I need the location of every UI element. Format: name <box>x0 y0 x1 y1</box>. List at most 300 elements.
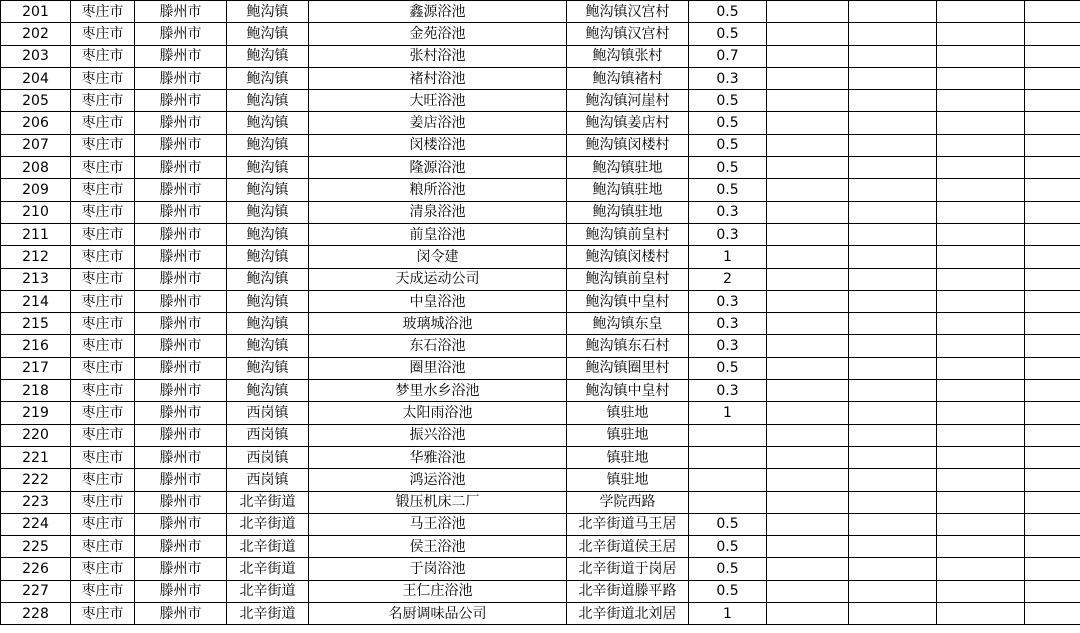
table-row <box>1 1 1080 23</box>
empty-cell <box>767 157 849 179</box>
town-cell: 西岗镇 <box>227 469 309 491</box>
empty-cell <box>767 402 849 424</box>
value-cell: 0.5 <box>689 157 767 179</box>
name-cell: 梦里水乡浴池 <box>309 380 567 402</box>
value-cell: 1 <box>689 603 767 625</box>
value-cell: 0.5 <box>689 580 767 602</box>
empty-cell <box>937 313 1025 335</box>
county-cell: 滕州市 <box>135 424 227 446</box>
table-row <box>1 112 1080 134</box>
address-cell: 鲍沟镇汉宫村 <box>567 23 689 45</box>
empty-cell <box>767 380 849 402</box>
empty-cell <box>849 491 937 513</box>
town-cell: 北辛街道 <box>227 513 309 535</box>
name-cell: 圈里浴池 <box>309 357 567 379</box>
empty-cell <box>1025 157 1080 179</box>
empty-cell <box>1025 469 1080 491</box>
empty-cell <box>937 335 1025 357</box>
value-cell <box>689 424 767 446</box>
value-cell: 0.5 <box>689 513 767 535</box>
value-cell <box>689 491 767 513</box>
table-row <box>1 536 1080 558</box>
town-cell: 鲍沟镇 <box>227 1 309 23</box>
row-number-cell: 212 <box>1 246 71 268</box>
address-cell: 鲍沟镇东石村 <box>567 335 689 357</box>
empty-cell <box>767 112 849 134</box>
value-cell: 0.5 <box>689 179 767 201</box>
value-cell: 0.7 <box>689 45 767 67</box>
empty-cell <box>767 246 849 268</box>
empty-cell <box>1025 23 1080 45</box>
city-cell: 枣庄市 <box>71 134 135 156</box>
empty-cell <box>849 536 937 558</box>
empty-cell <box>1025 223 1080 245</box>
city-cell: 枣庄市 <box>71 536 135 558</box>
row-number-cell: 225 <box>1 536 71 558</box>
address-cell: 鲍沟镇东皇 <box>567 313 689 335</box>
table-row <box>1 380 1080 402</box>
address-cell: 镇驻地 <box>567 469 689 491</box>
empty-cell <box>937 469 1025 491</box>
table-row <box>1 157 1080 179</box>
empty-cell <box>1025 313 1080 335</box>
empty-cell <box>1025 580 1080 602</box>
town-cell: 鲍沟镇 <box>227 201 309 223</box>
empty-cell <box>937 90 1025 112</box>
empty-cell <box>1025 558 1080 580</box>
table-row <box>1 45 1080 67</box>
city-cell: 枣庄市 <box>71 1 135 23</box>
empty-cell <box>767 134 849 156</box>
empty-cell <box>849 335 937 357</box>
row-number-cell: 203 <box>1 45 71 67</box>
table-row <box>1 223 1080 245</box>
table-row <box>1 290 1080 312</box>
address-cell: 鲍沟镇驻地 <box>567 179 689 201</box>
city-cell: 枣庄市 <box>71 223 135 245</box>
empty-cell <box>767 223 849 245</box>
empty-cell <box>937 179 1025 201</box>
town-cell: 鲍沟镇 <box>227 134 309 156</box>
address-cell: 学院西路 <box>567 491 689 513</box>
value-cell: 0.5 <box>689 134 767 156</box>
town-cell: 鲍沟镇 <box>227 313 309 335</box>
value-cell: 1 <box>689 402 767 424</box>
town-cell: 鲍沟镇 <box>227 45 309 67</box>
empty-cell <box>767 268 849 290</box>
town-cell: 北辛街道 <box>227 580 309 602</box>
county-cell: 滕州市 <box>135 380 227 402</box>
empty-cell <box>937 112 1025 134</box>
empty-cell <box>937 580 1025 602</box>
county-cell: 滕州市 <box>135 558 227 580</box>
county-cell: 滕州市 <box>135 491 227 513</box>
empty-cell <box>1025 380 1080 402</box>
table-row <box>1 179 1080 201</box>
row-number-cell: 224 <box>1 513 71 535</box>
row-number-cell: 222 <box>1 469 71 491</box>
empty-cell <box>767 424 849 446</box>
city-cell: 枣庄市 <box>71 513 135 535</box>
table-row <box>1 201 1080 223</box>
empty-cell <box>767 558 849 580</box>
county-cell: 滕州市 <box>135 223 227 245</box>
town-cell: 鲍沟镇 <box>227 67 309 89</box>
town-cell: 鲍沟镇 <box>227 290 309 312</box>
name-cell: 大旺浴池 <box>309 90 567 112</box>
table-row <box>1 90 1080 112</box>
empty-cell <box>849 558 937 580</box>
empty-cell <box>767 469 849 491</box>
town-cell: 鲍沟镇 <box>227 268 309 290</box>
empty-cell <box>767 491 849 513</box>
name-cell: 清泉浴池 <box>309 201 567 223</box>
county-cell: 滕州市 <box>135 67 227 89</box>
empty-cell <box>849 112 937 134</box>
value-cell: 0.3 <box>689 313 767 335</box>
empty-cell <box>937 1 1025 23</box>
address-cell: 镇驻地 <box>567 424 689 446</box>
row-number-cell: 226 <box>1 558 71 580</box>
name-cell: 闵令建 <box>309 246 567 268</box>
empty-cell <box>937 380 1025 402</box>
empty-cell <box>1025 246 1080 268</box>
name-cell: 天成运动公司 <box>309 268 567 290</box>
empty-cell <box>937 223 1025 245</box>
table-row <box>1 268 1080 290</box>
county-cell: 滕州市 <box>135 402 227 424</box>
city-cell: 枣庄市 <box>71 491 135 513</box>
city-cell: 枣庄市 <box>71 45 135 67</box>
empty-cell <box>1025 268 1080 290</box>
value-cell: 2 <box>689 268 767 290</box>
empty-cell <box>1025 112 1080 134</box>
name-cell: 侯王浴池 <box>309 536 567 558</box>
name-cell: 隆源浴池 <box>309 157 567 179</box>
town-cell: 鲍沟镇 <box>227 335 309 357</box>
row-number-cell: 216 <box>1 335 71 357</box>
name-cell: 于岗浴池 <box>309 558 567 580</box>
value-cell: 0.5 <box>689 90 767 112</box>
town-cell: 北辛街道 <box>227 603 309 625</box>
city-cell: 枣庄市 <box>71 157 135 179</box>
value-cell: 0.5 <box>689 112 767 134</box>
city-cell: 枣庄市 <box>71 402 135 424</box>
empty-cell <box>849 268 937 290</box>
table-row <box>1 402 1080 424</box>
empty-cell <box>1025 357 1080 379</box>
empty-cell <box>937 513 1025 535</box>
empty-cell <box>937 157 1025 179</box>
county-cell: 滕州市 <box>135 335 227 357</box>
name-cell: 褚村浴池 <box>309 67 567 89</box>
empty-cell <box>937 357 1025 379</box>
empty-cell <box>767 1 849 23</box>
empty-cell <box>937 491 1025 513</box>
empty-cell <box>849 223 937 245</box>
row-number-cell: 215 <box>1 313 71 335</box>
row-number-cell: 209 <box>1 179 71 201</box>
empty-cell <box>849 446 937 468</box>
name-cell: 东石浴池 <box>309 335 567 357</box>
city-cell: 枣庄市 <box>71 201 135 223</box>
empty-cell <box>937 558 1025 580</box>
empty-cell <box>767 201 849 223</box>
address-cell: 鲍沟镇河崖村 <box>567 90 689 112</box>
row-number-cell: 211 <box>1 223 71 245</box>
name-cell: 闵楼浴池 <box>309 134 567 156</box>
name-cell: 马王浴池 <box>309 513 567 535</box>
row-number-cell: 228 <box>1 603 71 625</box>
value-cell <box>689 446 767 468</box>
city-cell: 枣庄市 <box>71 469 135 491</box>
empty-cell <box>849 402 937 424</box>
county-cell: 滕州市 <box>135 157 227 179</box>
empty-cell <box>1025 513 1080 535</box>
empty-cell <box>849 290 937 312</box>
city-cell: 枣庄市 <box>71 67 135 89</box>
county-cell: 滕州市 <box>135 201 227 223</box>
value-cell: 0.5 <box>689 536 767 558</box>
name-cell: 鸿运浴池 <box>309 469 567 491</box>
table-row <box>1 469 1080 491</box>
value-cell <box>689 469 767 491</box>
table-row <box>1 558 1080 580</box>
town-cell: 鲍沟镇 <box>227 23 309 45</box>
town-cell: 鲍沟镇 <box>227 357 309 379</box>
county-cell: 滕州市 <box>135 513 227 535</box>
empty-cell <box>937 45 1025 67</box>
empty-cell <box>849 67 937 89</box>
row-number-cell: 214 <box>1 290 71 312</box>
row-number-cell: 227 <box>1 580 71 602</box>
table-row <box>1 23 1080 45</box>
town-cell: 鲍沟镇 <box>227 179 309 201</box>
empty-cell <box>767 603 849 625</box>
empty-cell <box>937 446 1025 468</box>
address-cell: 镇驻地 <box>567 446 689 468</box>
address-cell: 北辛街道于岗居 <box>567 558 689 580</box>
empty-cell <box>849 380 937 402</box>
empty-cell <box>1025 603 1080 625</box>
empty-cell <box>849 1 937 23</box>
name-cell: 前皇浴池 <box>309 223 567 245</box>
empty-cell <box>937 67 1025 89</box>
city-cell: 枣庄市 <box>71 23 135 45</box>
empty-cell <box>937 402 1025 424</box>
empty-cell <box>849 157 937 179</box>
row-number-cell: 201 <box>1 1 71 23</box>
empty-cell <box>767 313 849 335</box>
city-cell: 枣庄市 <box>71 580 135 602</box>
town-cell: 北辛街道 <box>227 558 309 580</box>
city-cell: 枣庄市 <box>71 179 135 201</box>
city-cell: 枣庄市 <box>71 603 135 625</box>
empty-cell <box>1025 335 1080 357</box>
table-body <box>1 1 1080 625</box>
city-cell: 枣庄市 <box>71 424 135 446</box>
empty-cell <box>767 179 849 201</box>
table-row <box>1 134 1080 156</box>
row-number-cell: 213 <box>1 268 71 290</box>
table-row <box>1 603 1080 625</box>
empty-cell <box>1025 536 1080 558</box>
empty-cell <box>767 446 849 468</box>
table-row <box>1 67 1080 89</box>
empty-cell <box>1025 90 1080 112</box>
table-row <box>1 313 1080 335</box>
address-cell: 鲍沟镇闵楼村 <box>567 246 689 268</box>
town-cell: 鲍沟镇 <box>227 112 309 134</box>
empty-cell <box>849 603 937 625</box>
value-cell: 0.5 <box>689 357 767 379</box>
name-cell: 玻璃城浴池 <box>309 313 567 335</box>
table-row <box>1 357 1080 379</box>
address-cell: 鲍沟镇前皇村 <box>567 223 689 245</box>
name-cell: 王仁庄浴池 <box>309 580 567 602</box>
town-cell: 西岗镇 <box>227 402 309 424</box>
county-cell: 滕州市 <box>135 603 227 625</box>
empty-cell <box>849 357 937 379</box>
empty-cell <box>849 469 937 491</box>
value-cell: 0.3 <box>689 67 767 89</box>
county-cell: 滕州市 <box>135 112 227 134</box>
value-cell: 0.3 <box>689 201 767 223</box>
empty-cell <box>849 90 937 112</box>
address-cell: 鲍沟镇张村 <box>567 45 689 67</box>
value-cell: 0.3 <box>689 223 767 245</box>
empty-cell <box>849 201 937 223</box>
row-number-cell: 205 <box>1 90 71 112</box>
empty-cell <box>849 179 937 201</box>
row-number-cell: 221 <box>1 446 71 468</box>
empty-cell <box>1025 290 1080 312</box>
city-cell: 枣庄市 <box>71 313 135 335</box>
address-cell: 北辛街道侯王居 <box>567 536 689 558</box>
county-cell: 滕州市 <box>135 446 227 468</box>
row-number-cell: 223 <box>1 491 71 513</box>
empty-cell <box>1025 179 1080 201</box>
address-cell: 鲍沟镇褚村 <box>567 67 689 89</box>
empty-cell <box>767 335 849 357</box>
city-cell: 枣庄市 <box>71 246 135 268</box>
name-cell: 粮所浴池 <box>309 179 567 201</box>
town-cell: 鲍沟镇 <box>227 157 309 179</box>
address-cell: 鲍沟镇驻地 <box>567 201 689 223</box>
county-cell: 滕州市 <box>135 179 227 201</box>
empty-cell <box>937 134 1025 156</box>
address-cell: 鲍沟镇中皇村 <box>567 380 689 402</box>
address-cell: 鲍沟镇驻地 <box>567 157 689 179</box>
row-number-cell: 208 <box>1 157 71 179</box>
address-cell: 鲍沟镇中皇村 <box>567 290 689 312</box>
name-cell: 金苑浴池 <box>309 23 567 45</box>
row-number-cell: 207 <box>1 134 71 156</box>
row-number-cell: 220 <box>1 424 71 446</box>
city-cell: 枣庄市 <box>71 357 135 379</box>
empty-cell <box>849 23 937 45</box>
city-cell: 枣庄市 <box>71 112 135 134</box>
address-cell: 鲍沟镇圈里村 <box>567 357 689 379</box>
empty-cell <box>1025 67 1080 89</box>
town-cell: 北辛街道 <box>227 491 309 513</box>
town-cell: 西岗镇 <box>227 424 309 446</box>
table-row <box>1 491 1080 513</box>
empty-cell <box>767 45 849 67</box>
name-cell: 姜店浴池 <box>309 112 567 134</box>
address-cell: 北辛街道滕平路 <box>567 580 689 602</box>
address-cell: 鲍沟镇前皇村 <box>567 268 689 290</box>
empty-cell <box>937 536 1025 558</box>
row-number-cell: 219 <box>1 402 71 424</box>
value-cell: 0.5 <box>689 23 767 45</box>
empty-cell <box>767 357 849 379</box>
county-cell: 滕州市 <box>135 290 227 312</box>
value-cell: 1 <box>689 246 767 268</box>
county-cell: 滕州市 <box>135 90 227 112</box>
city-cell: 枣庄市 <box>71 90 135 112</box>
city-cell: 枣庄市 <box>71 380 135 402</box>
city-cell: 枣庄市 <box>71 268 135 290</box>
empty-cell <box>937 424 1025 446</box>
row-number-cell: 202 <box>1 23 71 45</box>
name-cell: 振兴浴池 <box>309 424 567 446</box>
empty-cell <box>1025 201 1080 223</box>
address-cell: 鲍沟镇姜店村 <box>567 112 689 134</box>
value-cell: 0.3 <box>689 335 767 357</box>
address-cell: 鲍沟镇汉宫村 <box>567 1 689 23</box>
county-cell: 滕州市 <box>135 357 227 379</box>
town-cell: 北辛街道 <box>227 536 309 558</box>
county-cell: 滕州市 <box>135 268 227 290</box>
county-cell: 滕州市 <box>135 580 227 602</box>
empty-cell <box>937 23 1025 45</box>
table-row <box>1 513 1080 535</box>
name-cell: 张村浴池 <box>309 45 567 67</box>
empty-cell <box>767 513 849 535</box>
address-cell: 北辛街道马王居 <box>567 513 689 535</box>
address-cell: 北辛街道北刘居 <box>567 603 689 625</box>
empty-cell <box>849 45 937 67</box>
row-number-cell: 217 <box>1 357 71 379</box>
empty-cell <box>1025 491 1080 513</box>
city-cell: 枣庄市 <box>71 558 135 580</box>
empty-cell <box>767 67 849 89</box>
empty-cell <box>767 536 849 558</box>
county-cell: 滕州市 <box>135 469 227 491</box>
city-cell: 枣庄市 <box>71 290 135 312</box>
empty-cell <box>849 513 937 535</box>
empty-cell <box>937 603 1025 625</box>
table-row <box>1 335 1080 357</box>
county-cell: 滕州市 <box>135 536 227 558</box>
name-cell: 中皇浴池 <box>309 290 567 312</box>
empty-cell <box>849 424 937 446</box>
empty-cell <box>937 246 1025 268</box>
town-cell: 鲍沟镇 <box>227 223 309 245</box>
value-cell: 0.5 <box>689 1 767 23</box>
city-cell: 枣庄市 <box>71 335 135 357</box>
empty-cell <box>1025 45 1080 67</box>
empty-cell <box>1025 402 1080 424</box>
name-cell: 名厨调味品公司 <box>309 603 567 625</box>
county-cell: 滕州市 <box>135 23 227 45</box>
empty-cell <box>849 580 937 602</box>
empty-cell <box>767 90 849 112</box>
table-row <box>1 424 1080 446</box>
empty-cell <box>767 290 849 312</box>
county-cell: 滕州市 <box>135 1 227 23</box>
